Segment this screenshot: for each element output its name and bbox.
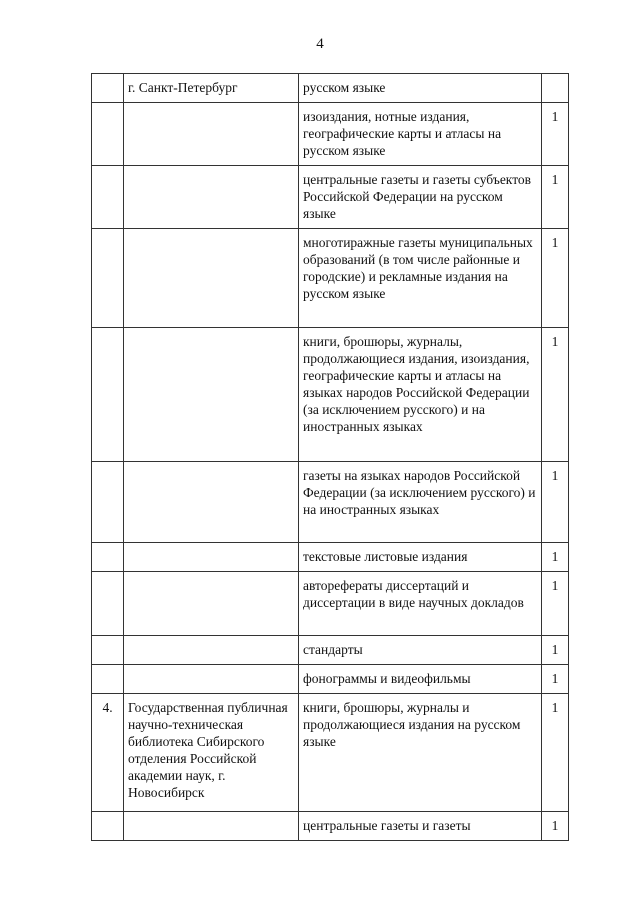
- table-row: [92, 694, 569, 812]
- table-row: [92, 572, 569, 636]
- table-row: [92, 636, 569, 665]
- publication-type-cell: книги, брошюры, журналы, продолжающиеся издания, изоиздания, географические карты и атласы на языках народов Российской Федерации (за исключением русского) и на иностранных языках: [299, 328, 542, 462]
- library-cell: [124, 572, 299, 636]
- distribution-table: [91, 73, 569, 841]
- publication-type-cell: центральные газеты и газеты субъектов Российской Федерации на русском языке: [299, 166, 542, 229]
- table-row: [92, 103, 569, 166]
- row-number-cell: 4.: [92, 694, 124, 812]
- row-number-cell: [92, 636, 124, 665]
- copies-count-cell: 1: [542, 665, 569, 694]
- table-row: [92, 328, 569, 462]
- library-cell: [124, 462, 299, 543]
- row-number-cell: [92, 665, 124, 694]
- table-row: [92, 229, 569, 328]
- copies-count-cell: 1: [542, 462, 569, 543]
- table-row: [92, 812, 569, 841]
- library-cell: Государственная публичная научно-техническая библиотека Сибирского отделения Российской академии наук, г. Новосибирск: [124, 694, 299, 812]
- table-row: [92, 462, 569, 543]
- library-cell: [124, 229, 299, 328]
- library-cell: г. Санкт-Петербург: [124, 74, 299, 103]
- publication-type-cell: русском языке: [299, 74, 542, 103]
- copies-count-cell: 1: [542, 572, 569, 636]
- copies-count-cell: 1: [542, 103, 569, 166]
- library-cell: [124, 103, 299, 166]
- publication-type-cell: многотиражные газеты муниципальных образований (в том числе районные и городские) и рекламные издания на русском языке: [299, 229, 542, 328]
- table-row: [92, 543, 569, 572]
- row-number-cell: [92, 543, 124, 572]
- table-row: [92, 665, 569, 694]
- row-number-cell: [92, 166, 124, 229]
- publication-type-cell: книги, брошюры, журналы и продолжающиеся издания на русском языке: [299, 694, 542, 812]
- copies-count-cell: 1: [542, 229, 569, 328]
- page-number: 4: [316, 36, 324, 52]
- publication-type-cell: центральные газеты и газеты: [299, 812, 542, 841]
- row-number-cell: [92, 229, 124, 328]
- row-number-cell: [92, 812, 124, 841]
- copies-count-cell: 1: [542, 812, 569, 841]
- copies-count-cell: 1: [542, 543, 569, 572]
- publication-type-cell: стандарты: [299, 636, 542, 665]
- library-cell: [124, 166, 299, 229]
- table-row: [92, 166, 569, 229]
- publication-type-cell: газеты на языках народов Российской Федерации (за исключением русского) и на иностранных языках: [299, 462, 542, 543]
- row-number-cell: [92, 572, 124, 636]
- copies-count-cell: 1: [542, 328, 569, 462]
- row-number-cell: [92, 74, 124, 103]
- row-number-cell: [92, 103, 124, 166]
- publication-type-cell: текстовые листовые издания: [299, 543, 542, 572]
- publication-type-cell: изоиздания, нотные издания, географические карты и атласы на русском языке: [299, 103, 542, 166]
- copies-count-cell: 1: [542, 694, 569, 812]
- library-cell: [124, 636, 299, 665]
- copies-count-cell: 1: [542, 636, 569, 665]
- publication-type-cell: фонограммы и видеофильмы: [299, 665, 542, 694]
- library-cell: [124, 665, 299, 694]
- library-cell: [124, 812, 299, 841]
- row-number-cell: [92, 462, 124, 543]
- row-number-cell: [92, 328, 124, 462]
- library-cell: [124, 543, 299, 572]
- publication-type-cell: авторефераты диссертаций и диссертации в виде научных докладов: [299, 572, 542, 636]
- copies-count-cell: 1: [542, 166, 569, 229]
- copies-count-cell: [542, 74, 569, 103]
- table-row: [92, 74, 569, 103]
- library-cell: [124, 328, 299, 462]
